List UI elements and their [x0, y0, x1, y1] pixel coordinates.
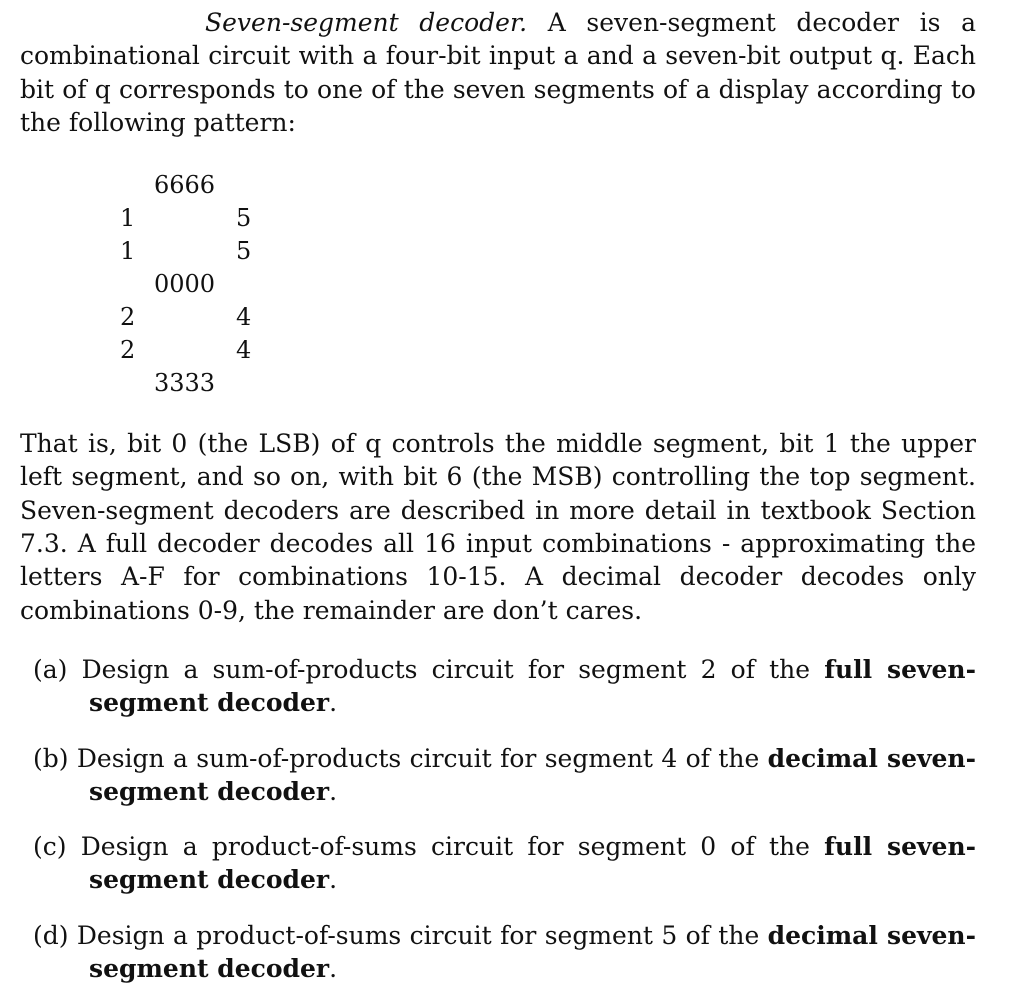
question-text: Design a product-of-sums circuit for segment 0 of the — [80, 832, 810, 862]
intro-paragraph — [20, 6, 976, 139]
question-period: . — [329, 954, 338, 984]
question-label: (d) — [33, 920, 69, 950]
question-a — [20, 653, 976, 720]
explanation-paragraph: That is, bit 0 (the LSB) of q controls the middle segment, bit 1 the upper left segment, and so on, with bit 6 (the MSB) controlling the top segment. Seven-segment decoders are described in more detail in textbook Section 7.3. A full decoder decodes all 16 input combinations - approximating the letters A-F for combinations 10-15. A decimal decoder decodes only combinations 0-9, the remainder are don’t cares. — [20, 429, 976, 625]
question-period: . — [329, 688, 338, 718]
segment-5-label-upper: 5 — [236, 204, 252, 233]
intro-text: A seven-segment decoder is a combinational circuit with a four-bit input a and a seven-bit output q. Each bit of q corresponds to one of the seven segments of a display according to the following pattern: — [20, 8, 976, 137]
question-text: Design a sum-of-products circuit for segment 2 of the — [81, 654, 811, 684]
segment-2-label-upper: 2 — [120, 303, 136, 332]
question-emphasis: decimal seven-segment decoder — [89, 920, 976, 984]
intro-title: Seven-segment decoder. — [205, 8, 528, 37]
segment-6-label: 6666 — [154, 171, 216, 200]
question-period: . — [329, 776, 338, 806]
seven-segment-pattern — [20, 169, 976, 427]
question-b — [20, 742, 976, 809]
question-list — [20, 653, 976, 985]
segment-4-label-upper: 4 — [236, 303, 252, 332]
document-page — [20, 6, 976, 1007]
question-d — [20, 919, 976, 986]
segment-1-label-lower: 1 — [120, 237, 136, 266]
question-text: Design a product-of-sums circuit for segment 5 of the — [76, 920, 760, 950]
question-emphasis: decimal seven-segment decoder — [89, 743, 976, 806]
segment-0-label: 0000 — [154, 270, 216, 299]
question-label: (b) — [33, 743, 69, 773]
question-emphasis: full seven-segment decoder — [89, 654, 976, 718]
segment-4-label-lower: 4 — [236, 336, 252, 365]
question-c — [20, 830, 976, 897]
segment-1-label-upper: 1 — [120, 204, 136, 233]
segment-2-label-lower: 2 — [120, 336, 136, 365]
question-label: (a) — [33, 654, 68, 684]
segment-5-label-lower: 5 — [236, 237, 252, 266]
question-text: Design a sum-of-products circuit for segment 4 of the — [76, 743, 760, 773]
question-label: (c) — [33, 832, 67, 862]
question-period: . — [329, 865, 338, 895]
segment-3-label: 3333 — [154, 369, 216, 398]
question-emphasis: full seven-segment decoder — [89, 832, 977, 895]
